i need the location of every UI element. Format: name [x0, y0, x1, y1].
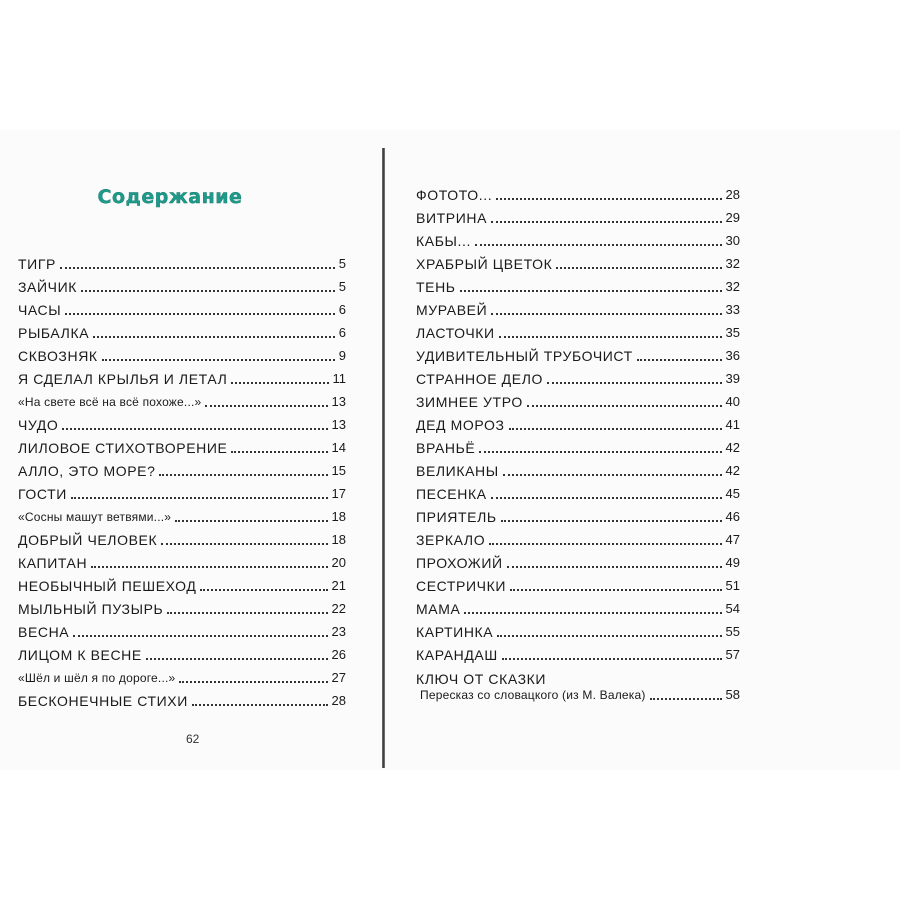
toc-entry-page: 42 — [725, 463, 740, 478]
dot-leader — [159, 474, 327, 476]
toc-entry-title: ЗАЙЧИК — [18, 279, 78, 295]
toc-entry-page: 58 — [725, 687, 740, 702]
dot-leader — [502, 658, 722, 660]
toc-entry-title: СТРАННОЕ ДЕЛО — [416, 371, 543, 387]
toc-entry-page: 23 — [331, 624, 346, 639]
toc-entry — [416, 456, 740, 479]
toc-entry-page: 35 — [725, 325, 740, 340]
toc-entry-title: ХРАБРЫЙ ЦВЕТОК — [416, 256, 553, 272]
toc-entry-title: ЛИЦОМ К ВЕСНЕ — [18, 647, 142, 663]
dot-leader — [175, 520, 327, 522]
toc-entry-page: 17 — [331, 486, 346, 501]
toc-entry-page: 33 — [725, 302, 740, 317]
toc-entry-title: КАРТИНКА — [416, 624, 494, 640]
toc-entry-page: 14 — [331, 440, 346, 455]
toc-entry — [18, 548, 346, 571]
toc-entry-page: 49 — [725, 555, 740, 570]
toc-entry-page: 27 — [331, 670, 346, 685]
toc-entry — [18, 249, 346, 272]
toc-entry — [18, 387, 346, 410]
toc-entry-page: 46 — [725, 509, 740, 524]
toc-entry-page: 57 — [725, 647, 740, 662]
toc-entry-title: ЛИЛОВОЕ СТИХОТВОРЕНИЕ — [18, 440, 228, 456]
toc-entry-page: 13 — [331, 394, 346, 409]
dot-leader — [161, 543, 327, 545]
toc-entry-page: 9 — [338, 348, 346, 363]
toc-entry — [18, 640, 346, 663]
toc-entry — [18, 479, 346, 502]
toc-entry — [416, 479, 740, 502]
toc-entry — [18, 341, 346, 364]
toc-entry — [18, 295, 346, 318]
toc-entry-title: «Шёл и шёл я по дороге...» — [18, 671, 176, 685]
dot-leader — [507, 566, 722, 568]
toc-entry — [416, 295, 740, 318]
toc-entry — [18, 318, 346, 341]
dot-leader — [91, 566, 327, 568]
toc-entry-subtitle-row — [416, 687, 740, 703]
dot-leader — [496, 198, 721, 200]
toc-entry-title: ФОТОТО... — [416, 187, 493, 203]
dot-leader — [231, 451, 327, 453]
dot-leader — [510, 589, 722, 591]
toc-entry — [416, 180, 740, 203]
toc-entry — [416, 663, 740, 703]
dot-leader — [73, 635, 327, 637]
toc-entry-title: ЗЕРКАЛО — [416, 532, 486, 548]
toc-entry-page: 22 — [331, 601, 346, 616]
dot-leader — [475, 244, 722, 246]
dot-leader — [501, 520, 722, 522]
dot-leader — [547, 382, 722, 384]
toc-entry-page: 13 — [331, 417, 346, 432]
toc-entry — [416, 640, 740, 663]
dot-leader — [81, 290, 335, 292]
toc-left-column — [18, 249, 346, 709]
toc-entry-title: БЕСКОНЕЧНЫЕ СТИХИ — [18, 693, 188, 709]
dot-leader — [497, 635, 721, 637]
toc-entry-title: ЗИМНЕЕ УТРО — [416, 394, 523, 410]
toc-entry — [18, 617, 346, 640]
toc-entry-title: ДЕД МОРОЗ — [416, 417, 505, 433]
toc-entry-page: 11 — [332, 371, 346, 386]
dot-leader — [503, 474, 722, 476]
toc-entry-title: ВРАНЬЁ — [416, 440, 476, 456]
toc-entry-title: «Сосны машут ветвями...» — [18, 510, 172, 524]
toc-entry-title: НЕОБЫЧНЫЙ ПЕШЕХОД — [18, 578, 197, 594]
toc-entry-page: 32 — [725, 279, 740, 294]
dot-leader — [71, 497, 328, 499]
toc-entry-page: 32 — [725, 256, 740, 271]
toc-entry-title: ЛАСТОЧКИ — [416, 325, 495, 341]
toc-entry — [416, 249, 740, 272]
toc-entry-page: 28 — [725, 187, 740, 202]
toc-entry — [416, 548, 740, 571]
toc-entry-title: ДОБРЫЙ ЧЕЛОВЕК — [18, 532, 158, 548]
toc-entry — [416, 594, 740, 617]
dot-leader — [489, 543, 721, 545]
page-title: Содержание — [97, 186, 243, 208]
toc-entry-page: 51 — [725, 578, 740, 593]
toc-entry-page: 20 — [331, 555, 346, 570]
toc-entry-title: АЛЛО, ЭТО МОРЕ? — [18, 463, 156, 479]
toc-entry — [18, 686, 346, 709]
dot-leader — [509, 428, 722, 430]
toc-entry — [18, 456, 346, 479]
toc-entry-title: ПЕСЕНКА — [416, 486, 487, 502]
toc-entry — [416, 318, 740, 341]
toc-entry-page: 6 — [338, 302, 346, 317]
toc-entry-title: ВИТРИНА — [416, 210, 488, 226]
toc-entry-title: УДИВИТЕЛЬНЫЙ ТРУБОЧИСТ — [416, 348, 633, 364]
toc-entry — [416, 226, 740, 249]
dot-leader — [146, 658, 328, 660]
toc-entry-title: МАМА — [416, 601, 461, 617]
book-spine — [382, 148, 385, 768]
dot-leader — [62, 428, 327, 430]
toc-entry-title: МЫЛЬНЫЙ ПУЗЫРЬ — [18, 601, 164, 617]
dot-leader — [527, 405, 722, 407]
toc-entry-subtitle: Пересказ со словацкого (из М. Валека) — [420, 688, 646, 702]
dot-leader — [491, 313, 721, 315]
toc-right-column — [416, 180, 740, 703]
toc-entry-page: 18 — [331, 532, 346, 547]
dot-leader — [637, 359, 722, 361]
toc-entry-page: 30 — [725, 233, 740, 248]
toc-entry-title: КАПИТАН — [18, 555, 88, 571]
toc-entry-page: 21 — [331, 578, 346, 593]
dot-leader — [556, 267, 721, 269]
dot-leader — [60, 267, 335, 269]
page-number: 62 — [186, 732, 200, 746]
toc-entry-page: 40 — [725, 394, 740, 409]
toc-entry — [416, 341, 740, 364]
toc-entry — [416, 410, 740, 433]
toc-entry-page: 54 — [725, 601, 740, 616]
toc-entry-page: 6 — [338, 325, 346, 340]
dot-leader — [231, 382, 328, 384]
toc-entry-page: 45 — [725, 486, 740, 501]
toc-entry-page: 41 — [725, 417, 740, 432]
toc-entry — [18, 502, 346, 525]
toc-entry-title: СКВОЗНЯК — [18, 348, 98, 364]
toc-entry-page: 39 — [725, 371, 740, 386]
toc-entry-title: РЫБАЛКА — [18, 325, 90, 341]
dot-leader — [65, 313, 335, 315]
dot-leader — [93, 336, 335, 338]
dot-leader — [464, 612, 721, 614]
toc-entry-page: 42 — [725, 440, 740, 455]
toc-entry-title: Я СДЕЛАЛ КРЫЛЬЯ И ЛЕТАЛ — [18, 371, 228, 387]
dot-leader — [102, 359, 335, 361]
toc-entry-page: 5 — [338, 279, 346, 294]
toc-entry — [18, 571, 346, 594]
toc-entry-title: ПРОХОЖИЙ — [416, 555, 503, 571]
dot-leader — [200, 589, 327, 591]
toc-entry — [416, 525, 740, 548]
toc-entry — [18, 663, 346, 686]
dot-leader — [167, 612, 327, 614]
toc-entry-page: 36 — [725, 348, 740, 363]
toc-entry-title: ВЕЛИКАНЫ — [416, 463, 499, 479]
toc-entry — [416, 203, 740, 226]
toc-entry — [18, 525, 346, 548]
toc-entry-title: ТИГР — [18, 256, 56, 272]
toc-entry — [416, 387, 740, 410]
toc-entry — [416, 571, 740, 594]
toc-entry — [18, 272, 346, 295]
toc-entry-title: ЧАСЫ — [18, 302, 62, 318]
toc-entry — [416, 364, 740, 387]
toc-entry-page: 47 — [725, 532, 740, 547]
toc-entry — [416, 617, 740, 640]
toc-entry-page: 29 — [725, 210, 740, 225]
toc-entry-title: КЛЮЧ ОТ СКАЗКИ — [416, 671, 547, 687]
toc-entry — [416, 502, 740, 525]
toc-entry — [18, 364, 346, 387]
dot-leader — [205, 405, 327, 407]
toc-entry-title: МУРАВЕЙ — [416, 302, 488, 318]
dot-leader — [479, 451, 721, 453]
toc-entry-title: ГОСТИ — [18, 486, 67, 502]
dot-leader — [491, 221, 722, 223]
dot-leader — [460, 290, 722, 292]
toc-entry-page: 18 — [331, 509, 346, 524]
dot-leader — [192, 704, 328, 706]
toc-entry-title: КАБЫ... — [416, 233, 471, 249]
toc-entry-page: 5 — [338, 256, 346, 271]
dot-leader — [491, 497, 722, 499]
dot-leader — [650, 698, 722, 700]
toc-entry-page: 28 — [331, 693, 346, 708]
toc-entry-title: ЧУДО — [18, 417, 59, 433]
toc-entry-title: КАРАНДАШ — [416, 647, 498, 663]
toc-entry — [416, 433, 740, 456]
toc-entry-title: ПРИЯТЕЛЬ — [416, 509, 497, 525]
toc-entry — [18, 594, 346, 617]
toc-entry — [416, 272, 740, 295]
dot-leader — [179, 681, 327, 683]
toc-entry — [18, 433, 346, 456]
toc-entry-title: «На свете всё на всё похоже...» — [18, 395, 202, 409]
toc-entry-title: ВЕСНА — [18, 624, 70, 640]
toc-entry-page: 15 — [331, 463, 346, 478]
toc-entry-page: 26 — [331, 647, 346, 662]
toc-entry-title: ТЕНЬ — [416, 279, 456, 295]
toc-entry-title: СЕСТРИЧКИ — [416, 578, 506, 594]
dot-leader — [499, 336, 722, 338]
toc-entry-page: 55 — [725, 624, 740, 639]
toc-entry — [18, 410, 346, 433]
